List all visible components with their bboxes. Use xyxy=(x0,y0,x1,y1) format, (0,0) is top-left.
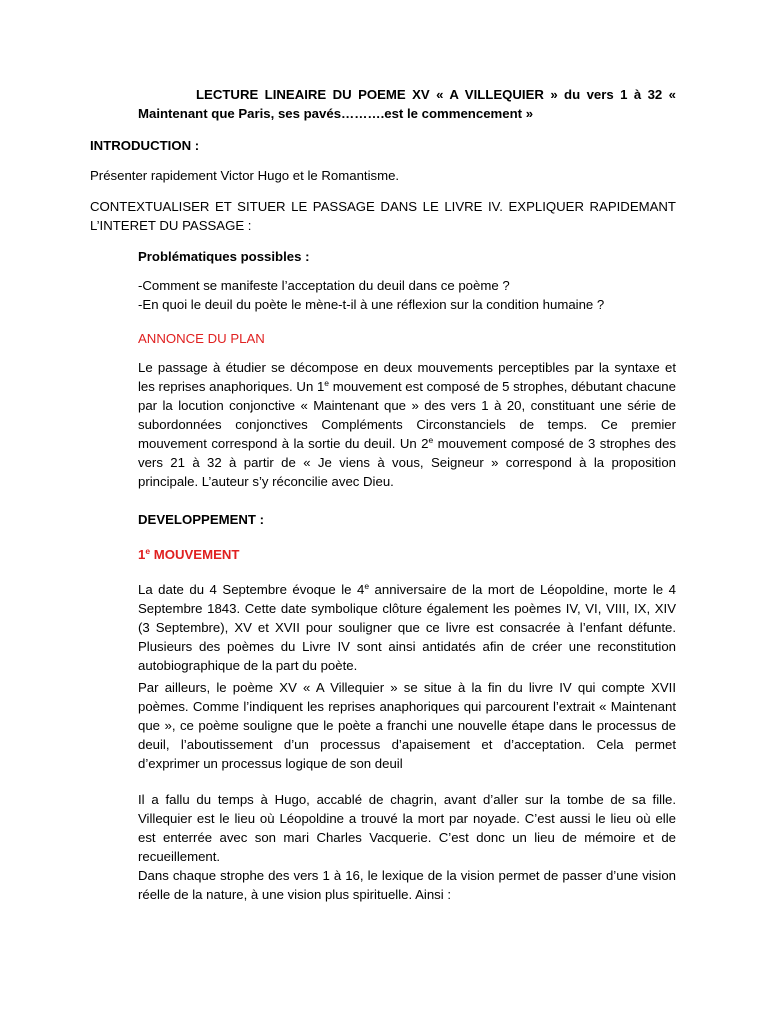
annonce-text-3: mouvement composé de 3 strophes des vers 21 à 32 à partir de « Je viens à vous, Seigneur » correspond à la proposition principale. L’auteur s’y réconcilie avec Dieu. xyxy=(138,436,676,489)
annonce-sup-2: e xyxy=(428,435,434,445)
mouvement-label: MOUVEMENT xyxy=(150,547,240,562)
paragraph-temps: Il a fallu du temps à Hugo, accablé de chagrin, avant d’aller sur la tombe de sa fille. Villequier est le lieu où Léopoldine a trouvé la mort par noyade. C’est aussi le lieu où elle est enterrée avec son mari Charles Vacquerie. C’est donc un lieu de mémoire et de recueillement. xyxy=(138,792,676,864)
annonce-text-2: mouvement est composé de 5 strophes, débutant chacune par la locution conjonctive « Maintenant que » des vers 1 à 20, constituant une série de subordonnées conjonctives Compléments Circonstanciels de temps. Ce premier mouvement correspond à la sortie du deuil. Un 2 xyxy=(138,379,676,451)
mouvement-sup: e xyxy=(145,546,151,556)
problematique-item: -Comment se manifeste l’acceptation du deuil dans ce poème ? xyxy=(138,278,510,293)
problematiques-heading: Problématiques possibles : xyxy=(138,249,310,264)
annonce-heading: ANNONCE DU PLAN xyxy=(138,331,265,346)
context-text: CONTEXTUALISER ET SITUER LE PASSAGE DANS LE LIVRE IV. EXPLIQUER RAPIDEMANT L’INTERET DU PASSAGE : xyxy=(90,199,676,233)
annonce-sup-1: e xyxy=(324,378,330,388)
intro-text: Présenter rapidement Victor Hugo et le Romantisme. xyxy=(90,168,400,183)
problematique-item: -En quoi le deuil du poète le mène-t-il à une réflexion sur la condition humaine ? xyxy=(138,297,605,312)
document-title: LECTURE LINEAIRE DU POEME XV « A VILLEQUIER » du vers 1 à 32 « Maintenant que Paris, ses pavés……….est le commencement » xyxy=(138,87,676,121)
annonce-paragraph xyxy=(138,358,676,491)
developpement-heading: DEVELOPPEMENT : xyxy=(138,512,265,527)
paragraph-vision: Dans chaque strophe des vers 1 à 16, le lexique de la vision permet de passer d’une vision réelle de la nature, à une vision plus spirituelle. Ainsi : xyxy=(138,868,676,902)
date-text-1: La date du 4 Septembre évoque le 4 xyxy=(138,582,365,597)
date-sup: e xyxy=(364,581,370,591)
annonce-text-1: Le passage à étudier se décompose en deux mouvements perceptibles par la syntaxe et les reprises anaphoriques. Un 1 xyxy=(138,360,676,394)
mouvement-number: 1 xyxy=(138,547,146,562)
introduction-heading: INTRODUCTION : xyxy=(90,138,200,153)
date-text-2: anniversaire de la mort de Léopoldine, morte le 4 Septembre 1843. Cette date symbolique clôture également les poèmes IV, VI, VIII, IX, XIV (3 Septembre), XV et XVII pour souligner que ce livre est consacrée à l’enfant défunte. Plusieurs des poèmes du Livre IV sont ainsi antidatés afin de créer une reconstitution autobiographique de la part du poète. xyxy=(138,582,676,673)
mouvement-heading xyxy=(138,545,239,564)
problematiques-list xyxy=(138,276,676,314)
paragraph-date xyxy=(138,580,676,675)
paragraph-ailleurs: Par ailleurs, le poème XV « A Villequier » se situe à la fin du livre IV qui compte XVII poèmes. Comme l’indiquent les reprises anaphoriques qui parcourent l’extrait « Maintenant que », ce poème souligne que le poète a franchi une nouvelle étape dans le processus de deuil, l’aboutissement d’un processus d’apaisement et d’acceptation. Cela permet d’exprimer un processus logique de son deuil xyxy=(138,680,676,771)
